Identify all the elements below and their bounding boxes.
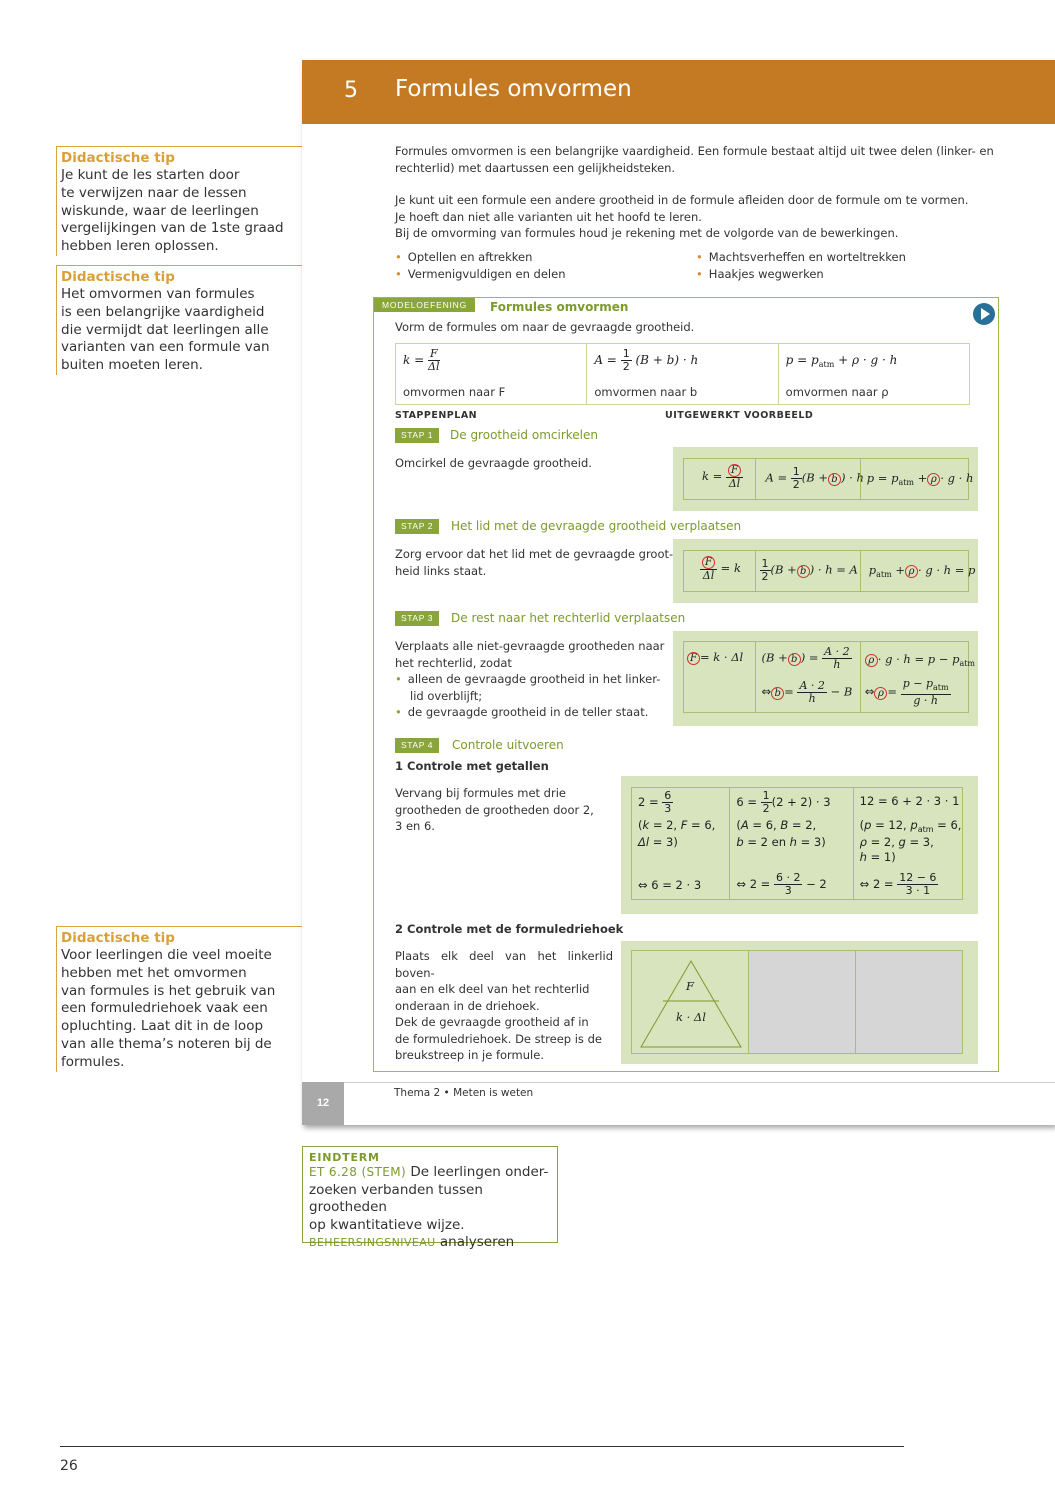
textbook-page xyxy=(302,60,1055,1125)
didactic-tip-1 xyxy=(56,146,302,256)
model-tag: MODELOEFENING xyxy=(374,298,475,312)
step-2-cell: $p_{atm} + \rho \cdot g \cdot h = p$ xyxy=(868,563,976,579)
step-2-tag: STAP 2 xyxy=(395,519,439,534)
step-2-text: Zorg ervoor dat het lid met de gevraagde groot- heid links staat. xyxy=(395,547,674,578)
stappenplan-heading: STAPPENPLAN xyxy=(395,410,478,421)
play-video-icon[interactable] xyxy=(973,303,995,325)
check-1-cell: 6 = $\frac{1}{2}$ (2 + 2) · 3 (A = 6, B = 2, b = 2 en h = 3) ⇔ 2 = $\frac{6 \cdot 2}{3}$ − 2 xyxy=(730,788,853,899)
gray-placeholder xyxy=(856,951,962,1053)
triangle-bottom: k · Δl xyxy=(676,1010,706,1024)
bullet-item: • Machtsverheffen en worteltrekken xyxy=(696,250,906,264)
step-2-cell: $\frac{1}{2}$ (B + b ) · h = A xyxy=(756,551,861,591)
bottom-page-number: 26 xyxy=(60,1458,78,1474)
check-2-table xyxy=(631,950,963,1054)
step-4-tag: STAP 4 xyxy=(395,738,439,753)
check-1-title: 1 Controle met getallen xyxy=(395,759,549,773)
didactic-tip-3 xyxy=(56,926,302,1072)
check-2-text: Plaats elk deel van het linkerlid boven- aan en elk deel van het rechterlid onderaan in de driehoek. Dek de gevraagde grootheid af in de formuledriehoek. De streep is de breukstreep in je formule. xyxy=(395,949,613,1062)
eindterm-code: ET 6.28 (STEM) xyxy=(309,1165,407,1179)
step-3-cell: F = k · Δl xyxy=(684,642,756,712)
intro-paragraph-2: Je kunt uit een formule een andere grootheid in de formule afleiden door de formule om te vormen. Je hoeft dan niet alle varianten uit het hoofd te leren. Bij de omvorming van formules houd je rekening met de volgorde van de bewerkingen. xyxy=(395,193,969,240)
step-3-cell: $\rho \cdot g \cdot h = p - p_{atm}$ ⇔ ρ = $\frac{p - p_{atm}}{g \cdot h}$ xyxy=(864,652,976,707)
step-3-tag: STAP 3 xyxy=(395,611,439,626)
page-number-box: 12 xyxy=(302,1082,344,1125)
step-1-title: De grootheid omcirkelen xyxy=(450,428,598,442)
step-3-cell: (B + b ) = $\frac{A \cdot 2}{h}$ ⇔ b = $\frac{A \cdot 2}{h}$ − B xyxy=(756,642,861,712)
step-1-cell: A = $\frac{1}{2}$ (B + b ) · h xyxy=(756,459,861,499)
tip-body: Het omvormen van formules is een belangrijke vaardigheid die vermijdt dat leerlingen alle varianten van een formule van buiten moeten leren. xyxy=(61,286,270,374)
step-1-panel xyxy=(673,447,978,511)
check-1-table xyxy=(631,787,963,900)
tip-title: Didactische tip xyxy=(61,930,175,946)
formula-triangle-icon xyxy=(632,951,750,1055)
check-2-title: 2 Controle met de formuledriehoek xyxy=(395,922,624,936)
step-3-title: De rest naar het rechterlid verplaatsen xyxy=(451,611,686,625)
chapter-header xyxy=(302,60,1055,124)
eindterm-box xyxy=(302,1146,558,1250)
triangle-top: F xyxy=(686,979,694,993)
step-4-title: Controle uitvoeren xyxy=(452,738,564,752)
model-instruction: Vorm de formules om naar de gevraagde grootheid. xyxy=(395,320,695,334)
eindterm-body: ET 6.28 (STEM) De leerlingen onder- zoeken verbanden tussen grootheden op kwantitatieve wijze. BEHEERSINGSNIVEAU analyseren xyxy=(309,1164,549,1250)
step-1-text: Omcirkel de gevraagde grootheid. xyxy=(395,456,592,470)
bottom-divider xyxy=(60,1446,904,1447)
check-1-text: Vervang bij formules met drie grootheden de grootheden door 2, 3 en 6. xyxy=(395,786,594,833)
step-1-tag: STAP 1 xyxy=(395,428,439,443)
triangle-cell xyxy=(632,951,749,1053)
formula-cell-a: A = $\frac{1}{2}$ (B + b) · h omvormen naar b xyxy=(587,344,778,404)
check-1-cell: 12 = 6 + 2 · 3 · 1 (p = 12, $p_{atm} = 6$, ρ = 2, g = 3, h = 1) ⇔ 2 = $\frac{12 - 6}{3 \cdot 1}$ xyxy=(859,794,962,897)
check-2-panel xyxy=(621,941,978,1064)
bullet-item: • Vermenigvuldigen en delen xyxy=(395,267,566,281)
didactic-tip-2 xyxy=(56,265,302,375)
tip-body: Je kunt de les starten door te verwijzen naar de lessen wiskunde, waar de leerlingen vergelijkingen van de 1ste graad hebben leren oplossen. xyxy=(61,167,284,255)
gray-placeholder xyxy=(749,951,855,1053)
step-3-panel xyxy=(673,631,978,726)
chapter-number: 5 xyxy=(344,78,358,103)
uitgewerkt-heading: UITGEWERKT VOORBEELD xyxy=(665,410,814,421)
formula-cell-p: $p = p_{atm} + \rho \cdot g \cdot h$ omvormen naar ρ xyxy=(785,353,898,399)
step-1-cell: $p = p_{atm} + \rho \cdot g \cdot h$ xyxy=(866,471,974,487)
step-2-table xyxy=(683,550,976,592)
step-3-text: Verplaats alle niet-gevraagde grootheden naar het rechterlid, zodat • alleen de gevraagde grootheid in het linker- lid overblijft; • de gevraagde grootheid in de teller staat. xyxy=(395,639,665,719)
step-2-title: Het lid met de gevraagde grootheid verplaatsen xyxy=(451,519,742,533)
check-1-panel xyxy=(621,776,978,914)
step-1-cell: k = $\frac{F}{\Delta l}$ xyxy=(684,459,756,499)
step-1-table xyxy=(683,458,974,500)
model-title: Formules omvormen xyxy=(490,300,629,314)
level-label: BEHEERSINGSNIVEAU xyxy=(309,1236,436,1249)
model-exercise-box xyxy=(373,297,999,1072)
tip-title: Didactische tip xyxy=(61,150,175,166)
eindterm-heading: EINDTERM xyxy=(309,1151,380,1164)
chapter-title: Formules omvormen xyxy=(395,76,632,102)
step-2-panel xyxy=(673,539,978,603)
bullet-item: • Haakjes wegwerken xyxy=(696,267,824,281)
formula-cell-k: k = $\frac{F}{\Delta l}$ omvormen naar F xyxy=(396,344,587,404)
bullet-item: • Optellen en aftrekken xyxy=(395,250,533,264)
formula-table xyxy=(395,343,970,405)
intro-paragraph-1: Formules omvormen is een belangrijke vaardigheid. Een formule bestaat altijd uit twee delen (linker- en rechterlid) met daartussen een gelijkheidsteken. xyxy=(395,144,994,175)
tip-body: Voor leerlingen die veel moeite hebben met het omvormen van formules is het gebruik van een formuledriehoek vaak een opluchting. Laat dit in de loop van alle thema’s noteren bij de formules. xyxy=(61,947,276,1070)
page-footer-text: Thema 2 • Meten is weten xyxy=(394,1087,534,1099)
check-1-cell: 2 = $\frac{6}{3}$ (k = 2, F = 6, Δl = 3) ⇔ 6 = 2 · 3 xyxy=(632,788,730,899)
page-footer-divider xyxy=(302,1082,1055,1083)
tip-title: Didactische tip xyxy=(61,269,175,285)
step-2-cell: $\frac{F}{\Delta l}$ = k xyxy=(684,551,756,591)
step-3-table xyxy=(683,641,976,713)
